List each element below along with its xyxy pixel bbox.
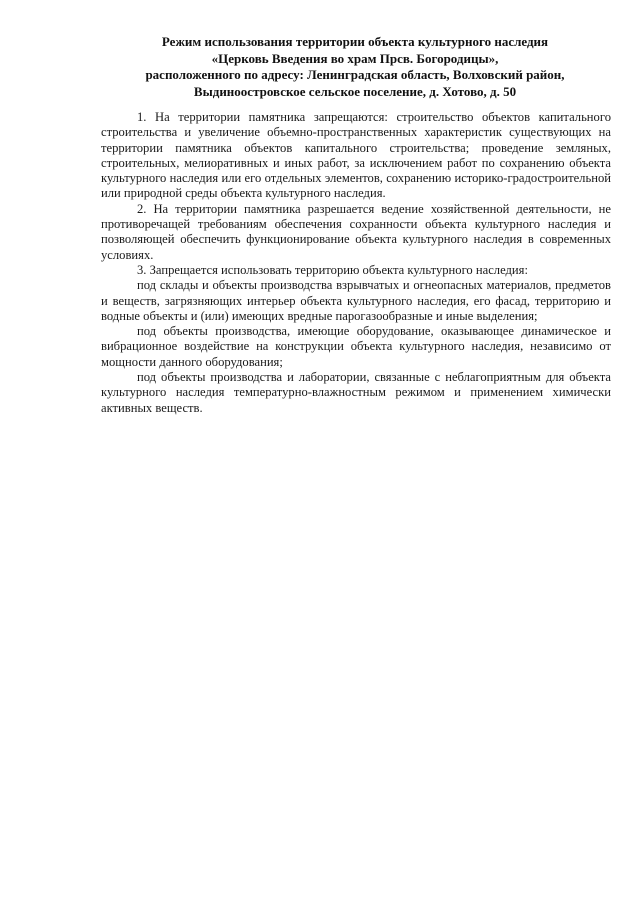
title-line-3: расположенного по адресу: Ленинградская область, Волховский район,: [145, 67, 565, 82]
paragraph-3: 3. Запрещается использовать территорию объекта культурного наследия:: [137, 262, 528, 277]
list-item-laboratories: под объекты производства и лаборатории, связанные с неблагоприятным для объекта культурного наследия температурно-влажностным режимом и применением химически активных веществ.: [101, 370, 611, 415]
title-line-4: Выдиноостровское сельское поселение, д. Хотово, д. 50: [193, 83, 517, 99]
document-body: [101, 110, 611, 416]
list-item-vibration: под объекты производства, имеющие оборудование, оказывающее динамическое и вибрационное воздействие на конструкции объекта культурного наследия, независимо от мощности данного оборудования;: [101, 324, 611, 369]
title-line-1: Режим использования территории объекта культурного наследия: [161, 34, 549, 49]
paragraph-1: 1. На территории памятника запрещаются: строительство объектов капитального строительства и увеличение объемно-пространственных характеристик существующих на территории памятника объектов капитального строительства; проведение земляных, строительных, мелиоративных и иных работ, за исключением работ по сохранению объекта культурного наследия или его отдельных элементов, сохранению историко-градостроительной или природной среды объекта культурного наследия.: [101, 110, 611, 201]
document-title: [100, 34, 610, 100]
title-line-2: «Церковь Введения во храм Прсв. Богородицы»,: [211, 50, 499, 66]
paragraph-2: 2. На территории памятника разрешается ведение хозяйственной деятельности, не противоречащей требованиям обеспечения сохранности объекта культурного наследия и позволяющей обеспечить функционирование объекта культурного наследия в современных условиях.: [101, 201, 611, 262]
list-item-storage: под склады и объекты производства взрывчатых и огнеопасных материалов, предметов и веществ, загрязняющих интерьер объекта культурного наследия, его фасад, территорию и водные объекты и (или) имеющих вредные парогазообразные и иные выделения;: [101, 278, 611, 323]
